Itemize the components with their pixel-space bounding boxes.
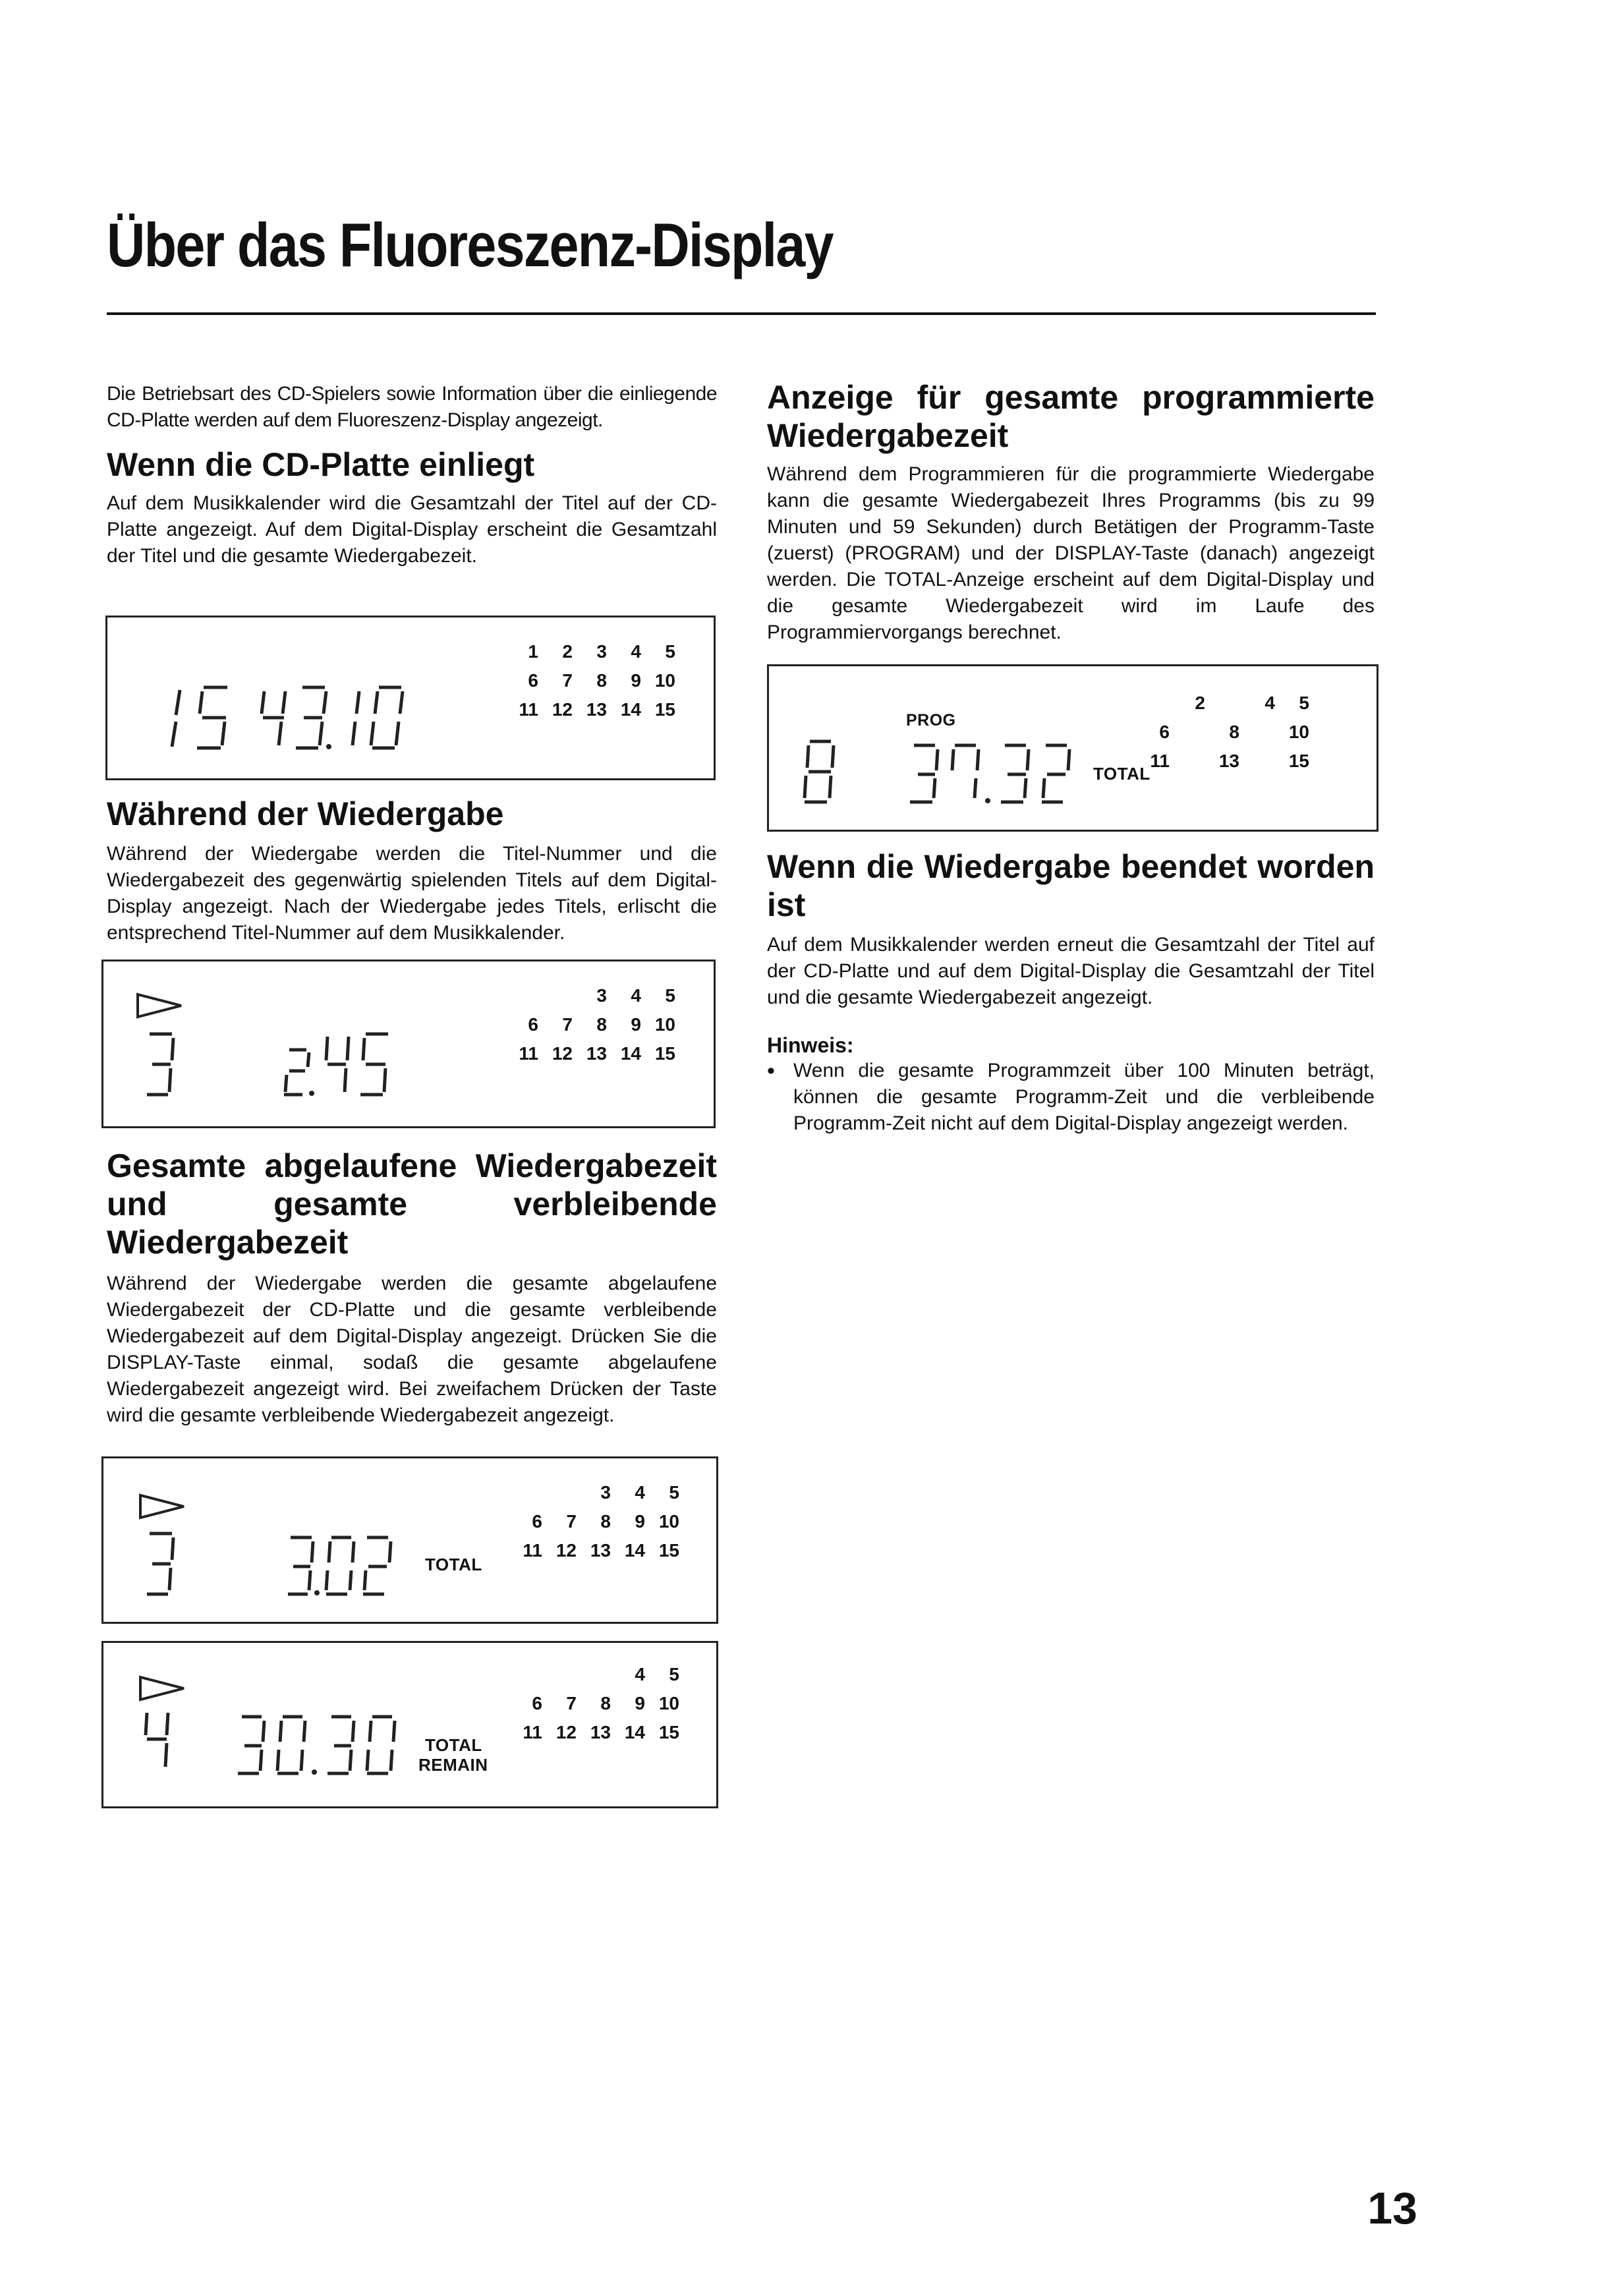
calendar-number: 11 (1150, 751, 1170, 771)
calendar-number: 1 (528, 641, 538, 662)
calendar-number: 13 (590, 1540, 611, 1561)
calendar-number: 10 (658, 1511, 679, 1532)
total-indicator: TOTAL (425, 1555, 482, 1574)
calendar-number: 10 (654, 670, 675, 691)
text-program-time: Während dem Programmieren für die programmierte Wiedergabe kann die gesamte Wiedergabezeit Ihres Programms (bis zu 99 Minuten und 59 Sekunden) durch Betätigen der Programm-Taste (zuerst) (PROGRAM) und der DISPLAY-Taste (danach) angezeigt werden. Die TOTAL-Anzeige erscheint auf dem Digital-Display und die gesamte Wiedergabezeit wird im Laufe des Programmiervorgangs berechnet. (767, 463, 1375, 643)
text-cd-inserted: Auf dem Musikkalender wird die Gesamtzahl der Titel auf der CD-Platte angezeigt. Auf dem Digital-Display erscheint die Gesamtzahl der Titel und die gesamte Wiedergabezeit. (107, 492, 717, 567)
display-playback (101, 960, 716, 1128)
heading-program-time: Anzeige für gesamte programmierte Wiedergabezeit (767, 379, 1375, 454)
play-icon (140, 1495, 184, 1518)
calendar-number: 10 (1288, 722, 1309, 742)
calendar-number: 11 (523, 1722, 542, 1742)
calendar-number: 4 (635, 1482, 645, 1503)
calendar-number: 8 (1229, 722, 1239, 742)
calendar-number: 11 (519, 1043, 538, 1064)
calendar-number: 13 (586, 699, 607, 720)
calendar-number: 14 (620, 699, 641, 720)
calendar-number: 9 (631, 1014, 641, 1035)
section-playback (107, 795, 717, 946)
calendar-number: 8 (596, 670, 607, 691)
calendar-number: 15 (654, 1043, 675, 1064)
calendar-number: 9 (635, 1693, 645, 1713)
calendar-number: 3 (596, 641, 607, 662)
text-total-time: Während der Wiedergabe werden die gesamte abgelaufene Wiedergabezeit der CD-Platte und die gesamte verbleibende Wiedergabezeit auf dem Digital-Display angezeigt. Drücken Sie die DISPLAY-Taste einmal, sodaß die gesamte abgelaufene Wiedergabezeit angezeigt wird. Bei zweifachem Drücken der Taste wird die gesamte verbleibende Wiedergabezeit angezeigt. (107, 1273, 717, 1426)
total-indicator: TOTAL (425, 1735, 482, 1755)
right-column (767, 378, 1375, 646)
heading-total-time: Gesamte abgelaufene Wiedergabezeit und gesamte verbleibende Wiedergabezeit (107, 1147, 717, 1261)
calendar-number: 7 (566, 1511, 577, 1532)
calendar-number: 13 (586, 1043, 607, 1064)
heading-playback-finished: Wenn die Wiedergabe beendet worden ist (767, 848, 1375, 923)
calendar-number: 15 (658, 1722, 679, 1742)
heading-cd-inserted: Wenn die CD-Platte einliegt (107, 446, 535, 483)
calendar-number: 12 (552, 699, 573, 720)
note-bullet: • Wenn die gesamte Programmzeit über 100 Minuten beträgt, können die gesamte Programm-Zeit und die verbleibende Programm-Zeit nicht auf dem Digital-Display angezeigt werden. (767, 1058, 1375, 1137)
calendar-number: 3 (596, 985, 607, 1006)
calendar-number: 6 (528, 1014, 538, 1035)
calendar-number: 10 (658, 1693, 679, 1713)
calendar-number: 5 (669, 1482, 679, 1503)
note-block (767, 1033, 1375, 1137)
heading-playback: Während der Wiedergabe (107, 795, 504, 832)
display-cd-inserted (105, 616, 716, 780)
calendar-number: 2 (562, 641, 573, 662)
remain-indicator: REMAIN (418, 1755, 488, 1775)
prog-indicator: PROG (906, 711, 956, 730)
calendar-number: 14 (624, 1722, 645, 1742)
calendar-number: 14 (620, 1043, 641, 1064)
section-total-time (107, 1147, 717, 1429)
calendar-number: 12 (555, 1540, 577, 1561)
calendar-number: 11 (523, 1540, 542, 1561)
calendar-number: 3 (600, 1482, 611, 1503)
calendar-number: 13 (1218, 751, 1239, 771)
play-icon (140, 1677, 184, 1700)
intro-text: Die Betriebsart des CD-Spielers sowie Information über die einliegende CD-Platte werden auf dem Fluoreszenz-Display angezeigt. (107, 383, 717, 431)
display-total-elapsed (101, 1456, 718, 1624)
calendar-number: 8 (600, 1693, 611, 1713)
note-title: Hinweis: (767, 1033, 854, 1057)
calendar-number: 9 (635, 1511, 645, 1532)
calendar-number: 10 (654, 1014, 675, 1035)
calendar-number: 8 (596, 1014, 607, 1035)
play-icon (138, 994, 181, 1017)
calendar-number: 6 (1159, 722, 1170, 742)
total-indicator: TOTAL (1093, 764, 1150, 784)
title-rule (107, 312, 1376, 315)
calendar-number: 5 (665, 641, 675, 662)
calendar-number: 4 (631, 985, 641, 1006)
calendar-number: 6 (532, 1693, 542, 1713)
calendar-number: 5 (1299, 693, 1309, 713)
calendar-number: 2 (1195, 693, 1205, 713)
calendar-number: 5 (665, 985, 675, 1006)
calendar-number: 6 (528, 670, 538, 691)
text-playback: Während der Wiedergabe werden die Titel-Nummer und die Wiedergabezeit des gegenwärtig spielenden Titels auf dem Digital-Display angezeigt. Nach der Wiedergabe jedes Titels, erlischt die entsprechend Titel-Nummer auf dem Musikkalender. (107, 843, 717, 944)
calendar-number: 4 (635, 1664, 645, 1684)
seven-segment-readout (769, 666, 1377, 830)
page-title: Über das Fluoreszenz-Display (107, 210, 833, 279)
page-number: 13 (1367, 2183, 1417, 2233)
calendar-number: 9 (631, 670, 641, 691)
calendar-number: 8 (600, 1511, 611, 1532)
calendar-number: 15 (654, 699, 675, 720)
display-total-remain (101, 1641, 718, 1808)
calendar-number: 13 (590, 1722, 611, 1742)
calendar-number: 4 (631, 641, 641, 662)
calendar-number: 7 (562, 1014, 573, 1035)
calendar-number: 7 (566, 1693, 577, 1713)
text-playback-finished: Auf dem Musikkalender werden erneut die Gesamtzahl der Titel auf der CD-Platte und auf dem Digital-Display die Gesamtzahl der Titel und die gesamte Wiedergabezeit angezeigt. (767, 934, 1375, 1008)
calendar-number: 4 (1264, 693, 1275, 713)
section-playback-finished (767, 847, 1375, 1137)
calendar-number: 5 (669, 1664, 679, 1684)
calendar-number: 7 (562, 670, 573, 691)
calendar-number: 15 (658, 1540, 679, 1561)
left-column (107, 381, 717, 569)
calendar-number: 11 (519, 699, 538, 720)
calendar-number: 14 (624, 1540, 645, 1561)
calendar-number: 12 (552, 1043, 573, 1064)
calendar-number: 12 (555, 1722, 577, 1742)
calendar-number: 6 (532, 1511, 542, 1532)
calendar-number: 15 (1288, 751, 1309, 771)
display-program-total (767, 664, 1378, 832)
